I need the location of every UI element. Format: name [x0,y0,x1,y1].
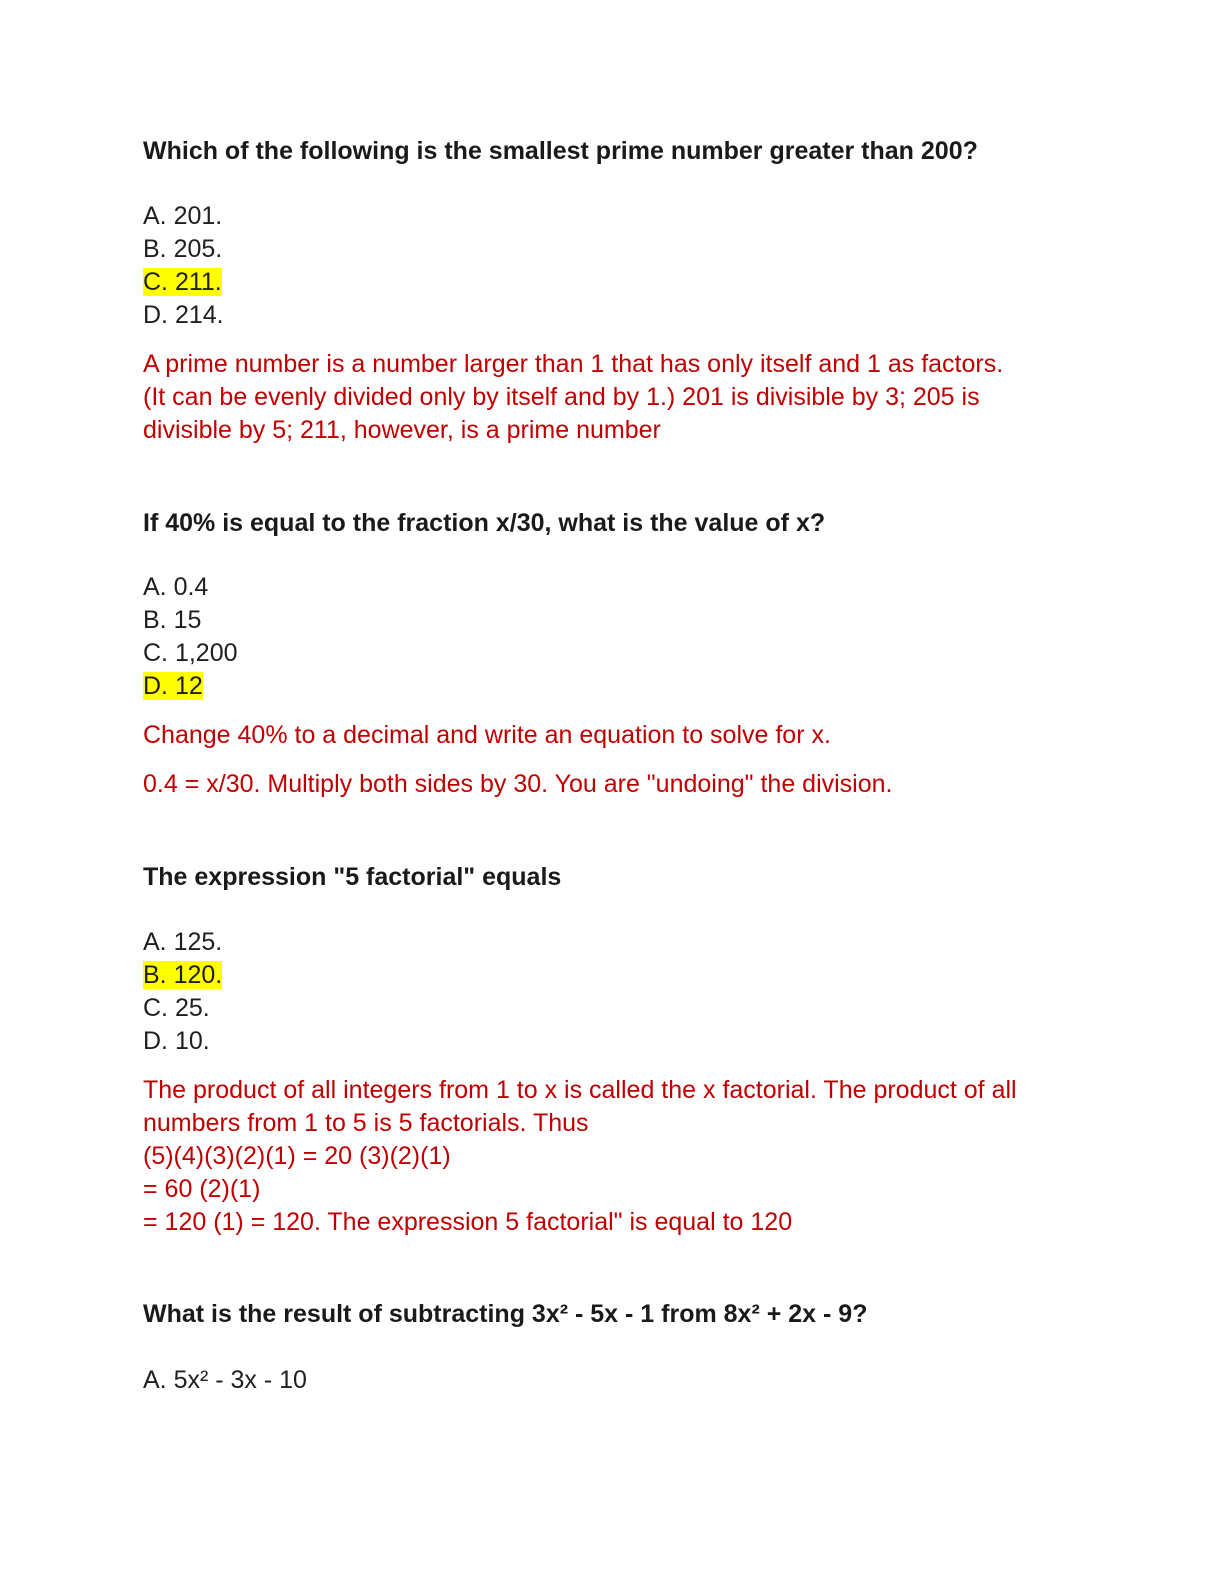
question-2: If 40% is equal to the fraction x/30, what is the value of x? [143,509,826,537]
q2-option-a: A. 0.4 [143,573,209,601]
q3-explanation-line-2: numbers from 1 to 5 is 5 factorials. Thus [143,1109,589,1137]
q3-explanation-line-1: The product of all integers from 1 to x is called the x factorial. The product of all [143,1076,1017,1104]
answer-highlight: D. 12 [143,672,203,700]
q1-option-d: D. 214. [143,301,224,329]
q3-option-c: C. 25. [143,994,210,1022]
q3-option-a: A. 125. [143,928,223,956]
q1-option-b: B. 205. [143,235,223,263]
q1-explanation-line-2: (It can be evenly divided only by itself and by 1.) 201 is divisible by 3; 205 is [143,383,980,411]
q2-explanation-line-2: 0.4 = x/30. Multiply both sides by 30. You are "undoing" the division. [143,770,893,798]
question-3: The expression "5 factorial" equals [143,863,562,891]
q3-option-b-correct [143,959,222,992]
answer-highlight: B. 120. [143,961,223,989]
q1-option-a: A. 201. [143,202,223,230]
q3-explanation-line-3: (5)(4)(3)(2)(1) = 20 (3)(2)(1) [143,1142,451,1170]
q1-explanation-line-1: A prime number is a number larger than 1 that has only itself and 1 as factors. [143,350,1004,378]
question-1: Which of the following is the smallest prime number greater than 200? [143,137,978,165]
q3-option-d: D. 10. [143,1027,210,1055]
q3-explanation-line-5: = 120 (1) = 120. The expression 5 factorial" is equal to 120 [143,1208,793,1236]
q1-option-c-correct [143,266,222,299]
q2-option-c: C. 1,200 [143,639,238,667]
q2-option-b: B. 15 [143,606,202,634]
question-4: What is the result of subtracting 3x² - 5x - 1 from 8x² + 2x - 9? [143,1300,868,1328]
q4-option-a: A. 5x² - 3x - 10 [143,1366,307,1394]
q2-explanation-line-1: Change 40% to a decimal and write an equation to solve for x. [143,721,831,749]
q2-option-d-correct [143,670,203,703]
answer-highlight: C. 211. [143,268,222,296]
q1-explanation-line-3: divisible by 5; 211, however, is a prime number [143,416,661,444]
q3-explanation-line-4: = 60 (2)(1) [143,1175,261,1203]
